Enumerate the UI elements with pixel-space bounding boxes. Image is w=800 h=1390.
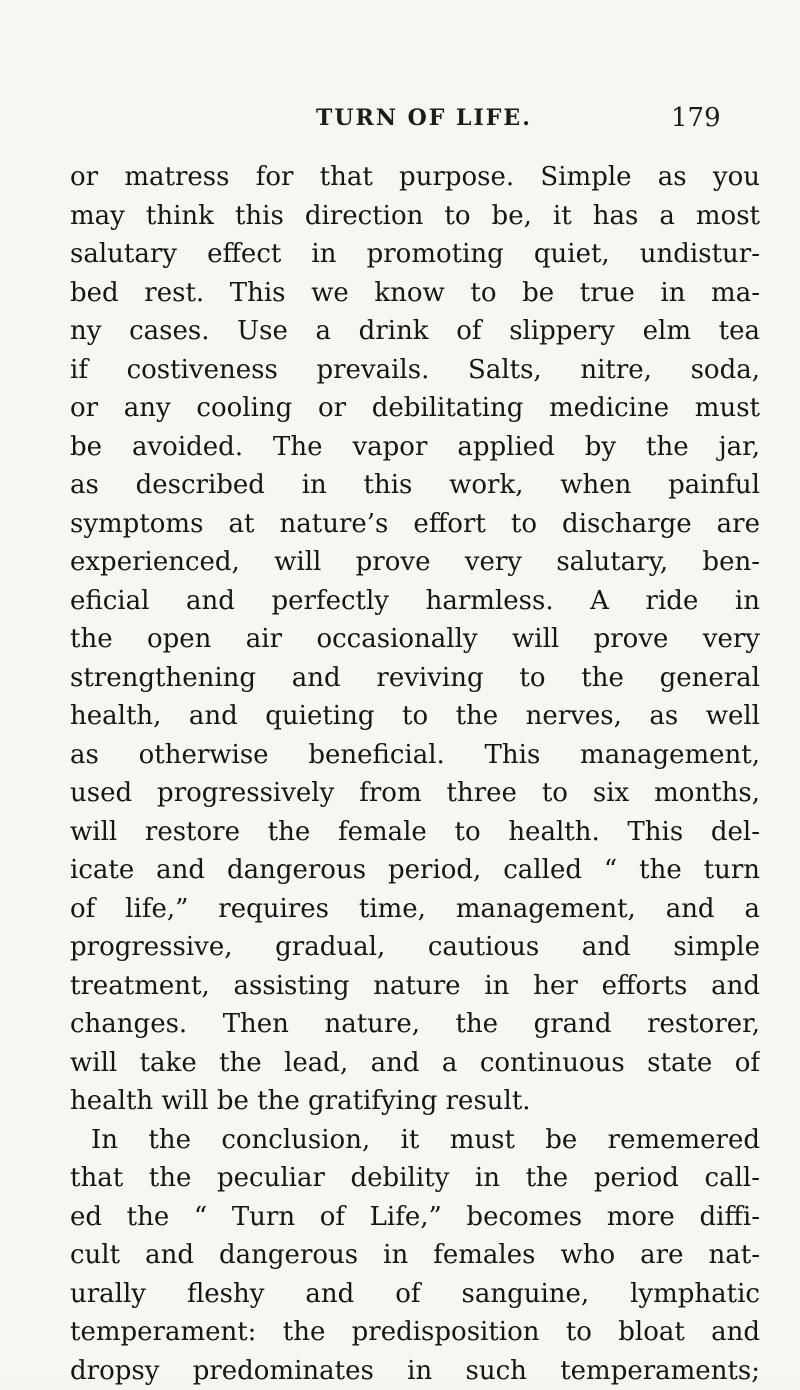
page-number: 179 — [671, 103, 721, 133]
text-line: urally fleshy and of sanguine, lymphatic — [70, 1275, 760, 1314]
running-head — [70, 103, 760, 143]
text-line: salutary effect in promoting quiet, undistur- — [70, 235, 760, 274]
text-line: that the peculiar debility in the period call- — [70, 1159, 760, 1198]
text-line: icate and dangerous period, called “ the turn — [70, 851, 760, 890]
text-line: temperament: the predisposition to bloat and — [70, 1313, 760, 1352]
running-title: TURN OF LIFE. — [316, 105, 532, 131]
text-line: if costiveness prevails. Salts, nitre, soda, — [70, 351, 760, 390]
text-line: will restore the female to health. This del- — [70, 813, 760, 852]
text-line: of life,” requires time, management, and a — [70, 890, 760, 929]
text-line: cult and dangerous in females who are nat- — [70, 1236, 760, 1275]
text-line: health, and quieting to the nerves, as well — [70, 697, 760, 736]
text-line: health will be the gratifying result. — [70, 1082, 760, 1121]
text-line: bed rest. This we know to be true in ma- — [70, 274, 760, 313]
text-line: the open air occasionally will prove very — [70, 620, 760, 659]
text-line: experienced, will prove very salutary, ben- — [70, 543, 760, 582]
text-line: changes. Then nature, the grand restorer, — [70, 1005, 760, 1044]
text-line: progressive, gradual, cautious and simple — [70, 928, 760, 967]
text-line: used progressively from three to six months, — [70, 774, 760, 813]
text-line: will take the lead, and a continuous state of — [70, 1044, 760, 1083]
text-line: treatment, assisting nature in her efforts and — [70, 967, 760, 1006]
text-line: ed the “ Turn of Life,” becomes more diffi- — [70, 1198, 760, 1237]
text-line: be avoided. The vapor applied by the jar, — [70, 428, 760, 467]
text-line: as otherwise beneficial. This management, — [70, 736, 760, 775]
text-line: symptoms at nature’s effort to discharge are — [70, 505, 760, 544]
body-text — [70, 158, 760, 1390]
text-line: or matress for that purpose. Simple as you — [70, 158, 760, 197]
text-line: or any cooling or debilitating medicine must — [70, 389, 760, 428]
text-line: may think this direction to be, it has a most — [70, 197, 760, 236]
text-line: strengthening and reviving to the general — [70, 659, 760, 698]
text-line: In the conclusion, it must be rememered — [70, 1121, 760, 1160]
text-line: as described in this work, when painful — [70, 466, 760, 505]
text-line: eficial and perfectly harmless. A ride in — [70, 582, 760, 621]
text-line: ny cases. Use a drink of slippery elm tea — [70, 312, 760, 351]
text-line: dropsy predominates in such temperaments; — [70, 1352, 760, 1390]
